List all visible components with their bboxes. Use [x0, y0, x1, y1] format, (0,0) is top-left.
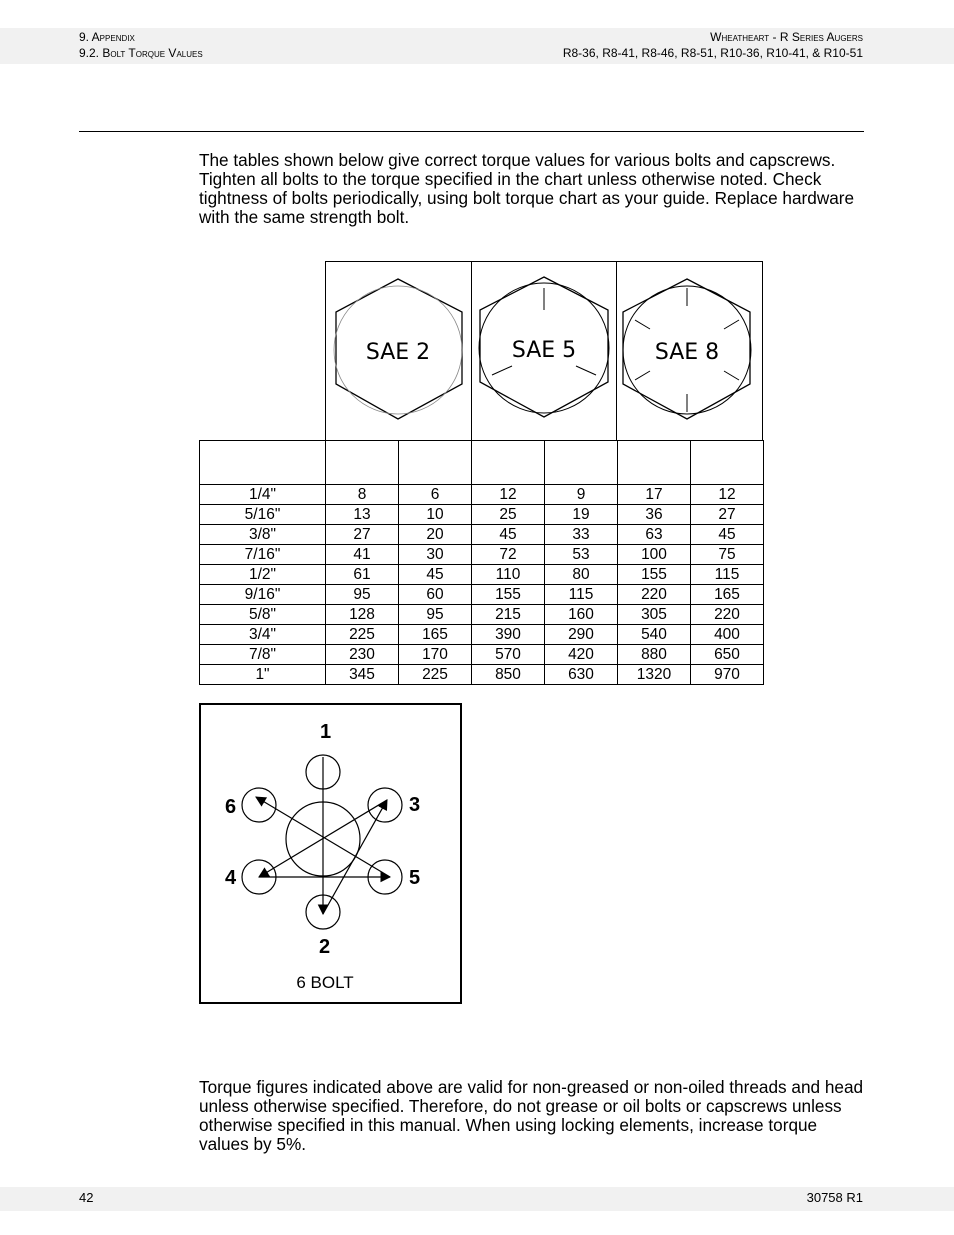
torque-value-cell: 36	[618, 505, 691, 525]
header-models: R8-36, R8-41, R8-46, R8-51, R10-36, R10-41, & R10-51	[562, 45, 863, 60]
torque-value-cell: 75	[691, 545, 764, 565]
header-cell	[399, 441, 472, 485]
torque-value-cell: 45	[472, 525, 545, 545]
torque-value-cell: 33	[545, 525, 618, 545]
header-product-title: Wheatheart - R Series Augers	[710, 30, 863, 44]
page-number: 42	[79, 1190, 94, 1205]
torque-value-cell: 12	[472, 485, 545, 505]
torque-value-cell: 128	[326, 605, 399, 625]
torque-value-cell: 290	[545, 625, 618, 645]
torque-value-cell: 27	[326, 525, 399, 545]
torque-value-cell: 30	[399, 545, 472, 565]
torque-value-cell: 225	[326, 625, 399, 645]
torque-value-cell: 115	[691, 565, 764, 585]
bolt-size-cell: 9/16"	[200, 585, 326, 605]
torque-value-cell: 165	[399, 625, 472, 645]
header-subsection: 9.2. Bolt Torque Values	[79, 45, 203, 60]
table-row	[200, 645, 764, 665]
bolt-sequence-diagram	[201, 705, 464, 1006]
torque-value-cell: 570	[472, 645, 545, 665]
torque-value-cell: 225	[399, 665, 472, 685]
torque-value-cell: 880	[618, 645, 691, 665]
sae8-head	[617, 262, 762, 441]
sae8-bolt-head-icon	[617, 262, 762, 442]
table-row	[200, 545, 764, 565]
sae8-label: SAE 8	[655, 340, 720, 365]
document-number: 30758 R1	[806, 1190, 863, 1205]
torque-value-cell: 53	[545, 545, 618, 565]
table-row	[200, 665, 764, 685]
bolt-size-cell: 7/16"	[200, 545, 326, 565]
torque-value-cell: 970	[691, 665, 764, 685]
table-row	[200, 565, 764, 585]
torque-value-cell: 17	[618, 485, 691, 505]
table-row	[200, 525, 764, 545]
torque-value-cell: 155	[618, 565, 691, 585]
bolt-number-4: 4	[225, 867, 237, 889]
sae2-head	[326, 262, 472, 441]
torque-value-cell: 41	[326, 545, 399, 565]
torque-value-cell: 61	[326, 565, 399, 585]
table-row	[200, 505, 764, 525]
torque-value-cell: 6	[399, 485, 472, 505]
torque-value-cell: 115	[545, 585, 618, 605]
bolt-size-cell: 7/8"	[200, 645, 326, 665]
torque-value-cell: 850	[472, 665, 545, 685]
torque-value-cell: 305	[618, 605, 691, 625]
bolt-size-cell: 1"	[200, 665, 326, 685]
table-row	[200, 625, 764, 645]
header-chapter: 9. Appendix	[79, 30, 135, 44]
bolt-hole-6	[242, 788, 276, 822]
torque-value-cell: 13	[326, 505, 399, 525]
sae2-bolt-head-icon	[326, 262, 471, 442]
bolt-number-2: 2	[319, 936, 331, 958]
torque-value-cell: 60	[399, 585, 472, 605]
torque-value-cell: 19	[545, 505, 618, 525]
header-cell	[545, 441, 618, 485]
bolt-size-cell: 5/8"	[200, 605, 326, 625]
torque-value-cell: 345	[326, 665, 399, 685]
header-cell	[618, 441, 691, 485]
torque-value-cell: 20	[399, 525, 472, 545]
torque-value-cell: 45	[691, 525, 764, 545]
bolt-pattern-caption: 6 BOLT	[296, 973, 354, 992]
table-row	[200, 585, 764, 605]
torque-value-cell: 160	[545, 605, 618, 625]
bolt-number-6: 6	[225, 796, 237, 818]
table-row	[200, 485, 764, 505]
torque-value-cell: 25	[472, 505, 545, 525]
torque-value-cell: 230	[326, 645, 399, 665]
torque-value-cell: 45	[399, 565, 472, 585]
bolt-number-5: 5	[409, 867, 421, 889]
torque-value-cell: 110	[472, 565, 545, 585]
torque-value-cell: 9	[545, 485, 618, 505]
sae5-head	[472, 262, 618, 441]
sae5-label: SAE 5	[511, 338, 576, 363]
torque-value-cell: 10	[399, 505, 472, 525]
torque-value-cell: 1320	[618, 665, 691, 685]
torque-value-cell: 155	[472, 585, 545, 605]
torque-value-cell: 165	[691, 585, 764, 605]
bolt-hole-3	[368, 788, 402, 822]
torque-value-cell: 540	[618, 625, 691, 645]
torque-value-cell: 8	[326, 485, 399, 505]
header-cell	[200, 441, 326, 485]
bolt-size-cell: 1/2"	[200, 565, 326, 585]
torque-value-cell: 12	[691, 485, 764, 505]
torque-value-cell: 95	[326, 585, 399, 605]
table-header-row	[200, 441, 764, 485]
bolt-number-3: 3	[409, 794, 421, 816]
torque-value-cell: 420	[545, 645, 618, 665]
torque-value-cell: 390	[472, 625, 545, 645]
bolt-size-cell: 3/4"	[200, 625, 326, 645]
header-cell	[472, 441, 545, 485]
header-cell	[326, 441, 399, 485]
bolt-torque-table	[199, 440, 764, 685]
torque-value-cell: 170	[399, 645, 472, 665]
header-cell	[691, 441, 764, 485]
torque-value-cell: 72	[472, 545, 545, 565]
torque-value-cell: 80	[545, 565, 618, 585]
torque-value-cell: 400	[691, 625, 764, 645]
bolt-size-cell: 3/8"	[200, 525, 326, 545]
table-row	[200, 605, 764, 625]
six-bolt-pattern-figure	[199, 703, 462, 1004]
torque-value-cell: 220	[691, 605, 764, 625]
table-body	[200, 485, 764, 685]
torque-value-cell: 27	[691, 505, 764, 525]
bolt-size-cell: 5/16"	[200, 505, 326, 525]
bolt-grade-heads	[325, 261, 763, 441]
intro-paragraph: The tables shown below give correct torque values for various bolts and capscrews. Tighten all bolts to the torque specified in the chart unless otherwise noted. Check tightness of bolts periodically, using bolt torque chart as your guide. Replace hardware with the same strength bolt.	[199, 150, 855, 227]
torque-value-cell: 650	[691, 645, 764, 665]
torque-value-cell: 215	[472, 605, 545, 625]
header-product	[563, 30, 863, 61]
bolt-number-1: 1	[320, 721, 332, 743]
sae2-label: SAE 2	[365, 340, 431, 365]
bolt-size-cell: 1/4"	[200, 485, 326, 505]
torque-value-cell: 100	[618, 545, 691, 565]
sae5-bolt-head-icon	[472, 262, 617, 442]
header-section	[79, 30, 203, 61]
torque-value-cell: 95	[399, 605, 472, 625]
section-divider	[79, 131, 864, 132]
torque-note-paragraph: Torque figures indicated above are valid for non-greased or non-oiled threads and head unless otherwise specified. Therefore, do not grease or oil bolts or capscrews unless otherwise specified in this manual. When using locking elements, increase torque values by 5%.	[199, 1077, 864, 1154]
torque-value-cell: 220	[618, 585, 691, 605]
torque-value-cell: 63	[618, 525, 691, 545]
torque-value-cell: 630	[545, 665, 618, 685]
